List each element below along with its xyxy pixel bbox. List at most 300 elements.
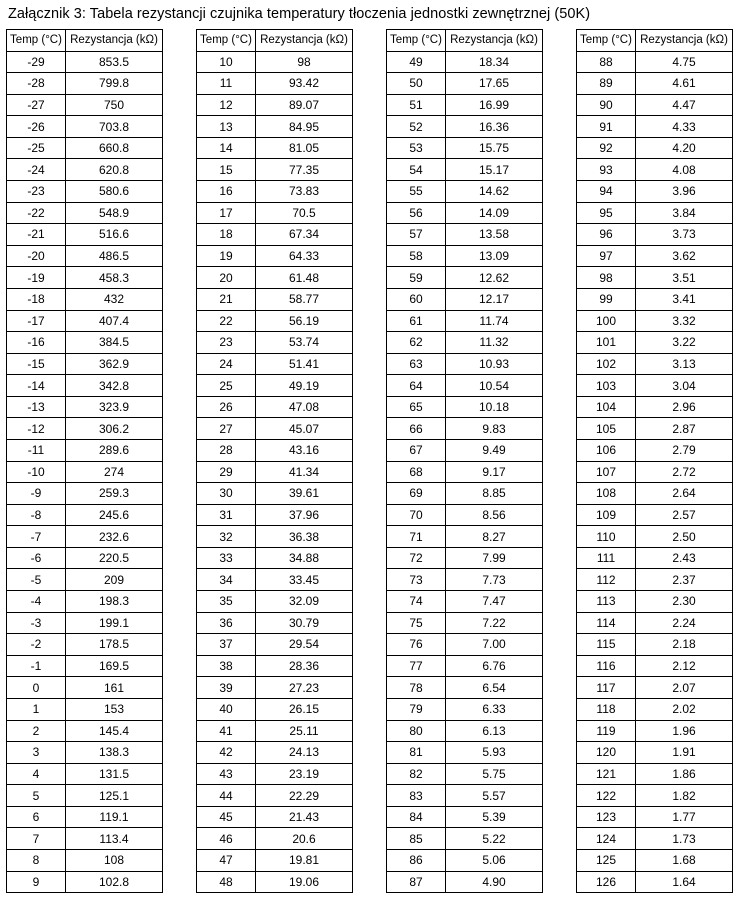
temp-cell: 9 — [7, 871, 66, 893]
temp-cell: 63 — [387, 353, 446, 375]
resistance-cell: 3.84 — [636, 202, 733, 224]
table-row — [387, 310, 543, 332]
temp-cell: 109 — [577, 504, 636, 526]
temp-cell: 13 — [197, 116, 256, 138]
table-row — [197, 461, 353, 483]
resistance-cell: 407.4 — [66, 310, 163, 332]
table-row — [577, 375, 733, 397]
table-row — [577, 310, 733, 332]
temp-cell: 5 — [7, 785, 66, 807]
temp-cell: 125 — [577, 849, 636, 871]
table-row — [197, 612, 353, 634]
temp-cell: 57 — [387, 224, 446, 246]
resistance-cell: 14.62 — [446, 181, 543, 203]
resistance-cell: 26.15 — [256, 698, 353, 720]
table-row — [7, 181, 163, 203]
temp-cell: 112 — [577, 569, 636, 591]
resistance-cell: 220.5 — [66, 547, 163, 569]
table-row — [387, 202, 543, 224]
temp-cell: 71 — [387, 526, 446, 548]
resistance-cell: 3.13 — [636, 353, 733, 375]
table-row — [197, 569, 353, 591]
table-row — [577, 332, 733, 354]
temp-cell: 45 — [197, 806, 256, 828]
temp-cell: -12 — [7, 418, 66, 440]
resistance-cell: 2.79 — [636, 439, 733, 461]
table-row — [197, 763, 353, 785]
resistance-cell: 47.08 — [256, 396, 353, 418]
table-row — [387, 785, 543, 807]
temp-cell: 75 — [387, 612, 446, 634]
temp-cell: 12 — [197, 94, 256, 116]
temp-cell: -16 — [7, 332, 66, 354]
temp-cell: 119 — [577, 720, 636, 742]
temp-cell: 92 — [577, 137, 636, 159]
resistance-cell: 16.36 — [446, 116, 543, 138]
resistance-cell: 4.61 — [636, 73, 733, 95]
temp-cell: 118 — [577, 698, 636, 720]
temp-cell: 3 — [7, 742, 66, 764]
table-row — [387, 73, 543, 95]
resistance-cell: 6.54 — [446, 677, 543, 699]
resistance-cell: 45.07 — [256, 418, 353, 440]
table-row — [387, 720, 543, 742]
temp-cell: 7 — [7, 828, 66, 850]
resistance-cell: 2.02 — [636, 698, 733, 720]
resistance-cell: 102.8 — [66, 871, 163, 893]
table-row — [577, 806, 733, 828]
temp-cell: 80 — [387, 720, 446, 742]
resistance-cell: 77.35 — [256, 159, 353, 181]
table-segment-3 — [386, 29, 543, 893]
table-row — [387, 698, 543, 720]
temp-cell: 91 — [577, 116, 636, 138]
resistance-cell: 660.8 — [66, 137, 163, 159]
resistance-cell: 4.20 — [636, 137, 733, 159]
temp-cell: 21 — [197, 288, 256, 310]
resistance-cell: 6.33 — [446, 698, 543, 720]
temp-cell: 11 — [197, 73, 256, 95]
table-row — [197, 94, 353, 116]
temp-cell: 72 — [387, 547, 446, 569]
table-row — [577, 461, 733, 483]
resistance-cell: 15.75 — [446, 137, 543, 159]
table-row — [7, 849, 163, 871]
table-row — [7, 504, 163, 526]
temp-cell: 101 — [577, 332, 636, 354]
temp-cell: 34 — [197, 569, 256, 591]
temp-cell: -7 — [7, 526, 66, 548]
resistance-cell: 2.30 — [636, 591, 733, 613]
table-row — [197, 396, 353, 418]
temp-cell: 111 — [577, 547, 636, 569]
resistance-cell: 28.36 — [256, 655, 353, 677]
temp-cell: 27 — [197, 418, 256, 440]
table-row — [577, 677, 733, 699]
table-row — [7, 202, 163, 224]
resistance-cell: 2.50 — [636, 526, 733, 548]
resistance-cell: 93.42 — [256, 73, 353, 95]
temp-cell: 35 — [197, 591, 256, 613]
temp-cell: -9 — [7, 483, 66, 505]
table-row — [387, 806, 543, 828]
table-row — [387, 763, 543, 785]
temp-cell: 54 — [387, 159, 446, 181]
table-row — [387, 871, 543, 893]
temp-cell: 28 — [197, 439, 256, 461]
temp-cell: 66 — [387, 418, 446, 440]
resistance-cell: 4.75 — [636, 51, 733, 73]
table-row — [577, 51, 733, 73]
temp-cell: -13 — [7, 396, 66, 418]
temp-cell: 59 — [387, 267, 446, 289]
temp-cell: 60 — [387, 288, 446, 310]
resistance-cell: 5.39 — [446, 806, 543, 828]
resistance-cell: 10.18 — [446, 396, 543, 418]
table-row — [197, 159, 353, 181]
resistance-cell: 125.1 — [66, 785, 163, 807]
table-row — [197, 785, 353, 807]
table-row — [197, 806, 353, 828]
resistance-cell: 306.2 — [66, 418, 163, 440]
temp-cell: 96 — [577, 224, 636, 246]
resistance-cell: 13.58 — [446, 224, 543, 246]
table-row — [387, 591, 543, 613]
resistance-cell: 11.32 — [446, 332, 543, 354]
temp-cell: 43 — [197, 763, 256, 785]
table-row — [387, 655, 543, 677]
temp-cell: 90 — [577, 94, 636, 116]
temp-cell: 31 — [197, 504, 256, 526]
resistance-cell: 11.74 — [446, 310, 543, 332]
temp-cell: 94 — [577, 181, 636, 203]
table-row — [577, 720, 733, 742]
table-row — [387, 418, 543, 440]
resistance-cell: 145.4 — [66, 720, 163, 742]
temp-cell: 23 — [197, 332, 256, 354]
resistance-cell: 853.5 — [66, 51, 163, 73]
header-temp: Temp (°C) — [197, 30, 256, 52]
table-row — [197, 439, 353, 461]
temp-cell: -3 — [7, 612, 66, 634]
temp-cell: -11 — [7, 439, 66, 461]
temp-cell: 104 — [577, 396, 636, 418]
temp-cell: 84 — [387, 806, 446, 828]
table-row — [577, 763, 733, 785]
temp-cell: 110 — [577, 526, 636, 548]
table-row — [7, 720, 163, 742]
table-row — [577, 137, 733, 159]
table-segment-1 — [6, 29, 163, 893]
resistance-cell: 3.04 — [636, 375, 733, 397]
temp-cell: -26 — [7, 116, 66, 138]
table-row — [387, 353, 543, 375]
table-row — [197, 828, 353, 850]
resistance-cell: 7.22 — [446, 612, 543, 634]
temp-cell: 58 — [387, 245, 446, 267]
table-row — [387, 137, 543, 159]
table-row — [7, 461, 163, 483]
resistance-cell: 1.86 — [636, 763, 733, 785]
temp-cell: 126 — [577, 871, 636, 893]
table-row — [7, 51, 163, 73]
table-row — [197, 332, 353, 354]
temp-cell: -23 — [7, 181, 66, 203]
table-row — [577, 418, 733, 440]
table-row — [197, 288, 353, 310]
temp-cell: 105 — [577, 418, 636, 440]
temp-cell: 89 — [577, 73, 636, 95]
temp-cell: 55 — [387, 181, 446, 203]
resistance-cell: 51.41 — [256, 353, 353, 375]
table-row — [577, 547, 733, 569]
table-row — [387, 569, 543, 591]
temp-cell: 124 — [577, 828, 636, 850]
resistance-cell: 750 — [66, 94, 163, 116]
temp-cell: 65 — [387, 396, 446, 418]
table-row — [197, 504, 353, 526]
temp-cell: -24 — [7, 159, 66, 181]
resistance-cell: 29.54 — [256, 634, 353, 656]
header-temp: Temp (°C) — [387, 30, 446, 52]
resistance-cell: 1.91 — [636, 742, 733, 764]
resistance-cell: 5.75 — [446, 763, 543, 785]
temp-cell: 120 — [577, 742, 636, 764]
resistance-cell: 2.96 — [636, 396, 733, 418]
temp-cell: 0 — [7, 677, 66, 699]
table-row — [387, 504, 543, 526]
resistance-cell: 3.22 — [636, 332, 733, 354]
temp-cell: 44 — [197, 785, 256, 807]
table-row — [577, 871, 733, 893]
resistance-cell: 232.6 — [66, 526, 163, 548]
resistance-cell: 161 — [66, 677, 163, 699]
resistance-cell: 34.88 — [256, 547, 353, 569]
table-row — [7, 116, 163, 138]
temp-cell: -15 — [7, 353, 66, 375]
temp-cell: -27 — [7, 94, 66, 116]
table-row — [197, 267, 353, 289]
table-row — [7, 375, 163, 397]
header-row — [7, 30, 163, 52]
resistance-cell: 2.64 — [636, 483, 733, 505]
resistance-cell: 23.19 — [256, 763, 353, 785]
table-row — [7, 655, 163, 677]
table-row — [577, 159, 733, 181]
temp-cell: 48 — [197, 871, 256, 893]
table-row — [197, 483, 353, 505]
resistance-cell: 14.09 — [446, 202, 543, 224]
resistance-cell: 9.49 — [446, 439, 543, 461]
table-row — [197, 418, 353, 440]
resistance-cell: 20.6 — [256, 828, 353, 850]
temp-cell: 116 — [577, 655, 636, 677]
resistance-cell: 5.22 — [446, 828, 543, 850]
temp-cell: 117 — [577, 677, 636, 699]
temp-cell: 39 — [197, 677, 256, 699]
table-row — [577, 202, 733, 224]
page-title: Załącznik 3: Tabela rezystancji czujnika temperatury tłoczenia jednostki zewnętrznej (50K) — [8, 6, 591, 22]
resistance-cell: 6.13 — [446, 720, 543, 742]
resistance-cell: 620.8 — [66, 159, 163, 181]
table-row — [577, 116, 733, 138]
resistance-cell: 2.57 — [636, 504, 733, 526]
table-row — [197, 310, 353, 332]
resistance-cell: 2.72 — [636, 461, 733, 483]
table-row — [7, 677, 163, 699]
temp-cell: 95 — [577, 202, 636, 224]
temp-cell: 51 — [387, 94, 446, 116]
resistance-cell: 7.73 — [446, 569, 543, 591]
table-row — [197, 871, 353, 893]
table-row — [387, 181, 543, 203]
temp-cell: 17 — [197, 202, 256, 224]
resistance-cell: 8.85 — [446, 483, 543, 505]
resistance-cell: 41.34 — [256, 461, 353, 483]
resistance-cell: 323.9 — [66, 396, 163, 418]
temp-cell: 49 — [387, 51, 446, 73]
table-row — [7, 698, 163, 720]
temp-cell: 4 — [7, 763, 66, 785]
table-row — [7, 612, 163, 634]
resistance-cell: 13.09 — [446, 245, 543, 267]
table-row — [7, 742, 163, 764]
resistance-cell: 131.5 — [66, 763, 163, 785]
resistance-cell: 4.90 — [446, 871, 543, 893]
resistance-cell: 274 — [66, 461, 163, 483]
resistance-cell: 32.09 — [256, 591, 353, 613]
table-row — [197, 634, 353, 656]
resistance-cell: 9.83 — [446, 418, 543, 440]
temp-cell: 113 — [577, 591, 636, 613]
resistance-cell: 49.19 — [256, 375, 353, 397]
resistance-cell: 1.77 — [636, 806, 733, 828]
table-row — [197, 547, 353, 569]
temp-cell: 69 — [387, 483, 446, 505]
resistance-cell: 16.99 — [446, 94, 543, 116]
header-row — [387, 30, 543, 52]
temp-cell: 56 — [387, 202, 446, 224]
temp-cell: 16 — [197, 181, 256, 203]
table-row — [387, 483, 543, 505]
temp-cell: 83 — [387, 785, 446, 807]
temp-cell: -1 — [7, 655, 66, 677]
temp-cell: 103 — [577, 375, 636, 397]
table-row — [7, 547, 163, 569]
temp-cell: 115 — [577, 634, 636, 656]
table-row — [7, 785, 163, 807]
table-row — [7, 569, 163, 591]
temp-cell: 74 — [387, 591, 446, 613]
resistance-cell: 9.17 — [446, 461, 543, 483]
resistance-cell: 3.51 — [636, 267, 733, 289]
resistance-cell: 33.45 — [256, 569, 353, 591]
table-row — [387, 159, 543, 181]
header-resistance: Rezystancja (kΩ) — [66, 30, 163, 52]
resistance-cell: 3.32 — [636, 310, 733, 332]
temp-cell: 86 — [387, 849, 446, 871]
resistance-cell: 486.5 — [66, 245, 163, 267]
table-row — [577, 634, 733, 656]
temp-cell: 38 — [197, 655, 256, 677]
temp-cell: -2 — [7, 634, 66, 656]
resistance-cell: 30.79 — [256, 612, 353, 634]
table-row — [197, 526, 353, 548]
resistance-cell: 3.73 — [636, 224, 733, 246]
temp-cell: -25 — [7, 137, 66, 159]
table-row — [197, 375, 353, 397]
resistance-cell: 12.17 — [446, 288, 543, 310]
resistance-cell: 25.11 — [256, 720, 353, 742]
table-row — [7, 353, 163, 375]
table-row — [387, 742, 543, 764]
table-row — [387, 612, 543, 634]
resistance-cell: 362.9 — [66, 353, 163, 375]
resistance-cell: 2.87 — [636, 418, 733, 440]
resistance-cell: 24.13 — [256, 742, 353, 764]
resistance-cell: 15.17 — [446, 159, 543, 181]
table-row — [387, 849, 543, 871]
temp-cell: 121 — [577, 763, 636, 785]
resistance-cell: 580.6 — [66, 181, 163, 203]
temp-cell: -22 — [7, 202, 66, 224]
temp-cell: 40 — [197, 698, 256, 720]
temp-cell: 99 — [577, 288, 636, 310]
table-row — [577, 353, 733, 375]
resistance-cell: 799.8 — [66, 73, 163, 95]
resistance-cell: 245.6 — [66, 504, 163, 526]
temp-cell: 1 — [7, 698, 66, 720]
resistance-cell: 2.24 — [636, 612, 733, 634]
temp-cell: -5 — [7, 569, 66, 591]
resistance-cell: 199.1 — [66, 612, 163, 634]
temp-cell: 123 — [577, 806, 636, 828]
table-row — [387, 288, 543, 310]
table-row — [197, 202, 353, 224]
temp-cell: 106 — [577, 439, 636, 461]
temp-cell: 68 — [387, 461, 446, 483]
temp-cell: 42 — [197, 742, 256, 764]
table-row — [197, 73, 353, 95]
temp-cell: 33 — [197, 547, 256, 569]
resistance-cell: 37.96 — [256, 504, 353, 526]
table-row — [387, 439, 543, 461]
temp-cell: -6 — [7, 547, 66, 569]
table-row — [387, 547, 543, 569]
table-row — [387, 375, 543, 397]
temp-cell: 26 — [197, 396, 256, 418]
table-row — [577, 742, 733, 764]
table-row — [577, 245, 733, 267]
table-row — [577, 483, 733, 505]
resistance-cell: 21.43 — [256, 806, 353, 828]
temp-cell: 47 — [197, 849, 256, 871]
resistance-cell: 27.23 — [256, 677, 353, 699]
table-row — [197, 245, 353, 267]
table-row — [7, 871, 163, 893]
table-row — [7, 245, 163, 267]
temp-cell: 114 — [577, 612, 636, 634]
table-row — [387, 396, 543, 418]
resistance-cell: 5.57 — [446, 785, 543, 807]
table-row — [577, 828, 733, 850]
resistance-cell: 5.06 — [446, 849, 543, 871]
table-row — [7, 288, 163, 310]
header-temp: Temp (°C) — [7, 30, 66, 52]
resistance-cell: 6.76 — [446, 655, 543, 677]
resistance-cell: 2.07 — [636, 677, 733, 699]
table-row — [387, 828, 543, 850]
